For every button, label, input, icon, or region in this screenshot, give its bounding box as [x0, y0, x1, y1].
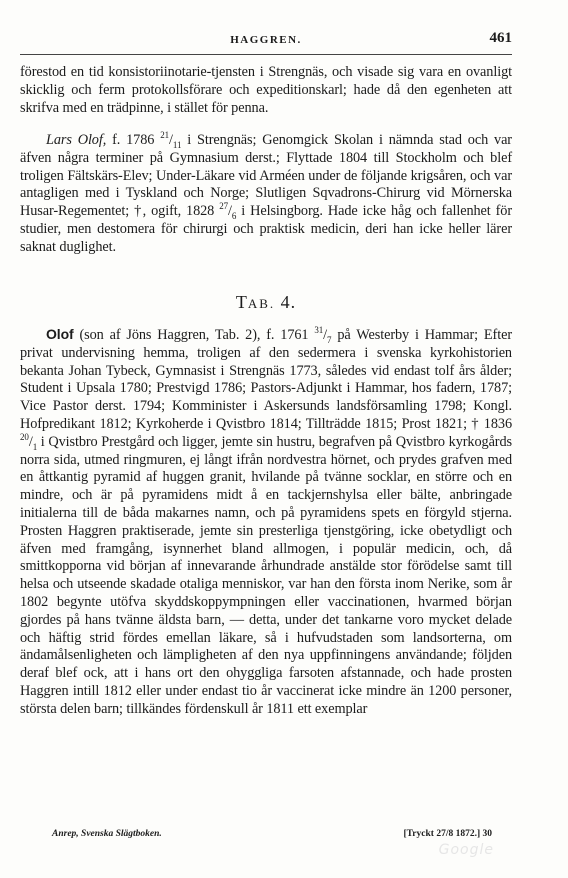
entry-name: Lars Olof,: [46, 132, 107, 148]
death-day: 27: [219, 201, 229, 212]
entry-name-olof: Olof: [46, 326, 74, 342]
entry-olof: Olof (son af Jöns Haggren, Tab. 2), f. 1761 $^{31}/_7$ på Westerby i Hammar; Efter privat undervisning hemma, troligen af den sedermera i svenska kyrkohistorien bekanta Johan Tybeck, Gymnasist i Strengnäs 1773, således vid endast tolf års ålder; Student i Upsala 1780; Prestvigd 1786; Pastors-Adjunkt i Hammar, hos fadern, 1787; Vice Pastor derst. 1794; Komminister i Askersunds landsförsamling 1798; Kongl. Hofpredikant 1812; Kyrkoherde i Qvistbro 1814; Tillträdde 1815; Prost 1821; † 1836 $^{20}/_1$ i Qvistbro Prestgård och ligger, jemte sin hustru, begrafven på Qvistbro kyrkogårds norra sida, utmed ringmuren, ej långt ifrån nordvestra hörnet, och prydes grafven med en åttkantig pyramid af huggen granit, hvilande på tvänne socklar, en större och en mindre, och är på pyramidens midt å en tackjernshylsa eller bälte, anbringade initialerna till de båda makarnes namn, och på pyramidens spets en förgyld stjerna. Prosten Haggren praktiserade, jemte sin presterliga tjenstgöring, icke obetydligt och äfven med framgång, isynnerhet bland allmogen, i populär medicin, och, då smittkopporna vid början af innevarande århundrade anstälde stor förödelse samt till helsa och utseende skadade otaliga menniskor, var han den första inom Nerike, som år 1802 begynte utöfva skyddskoppympningen eller vaccinationen, hvarmed början gjordes på hans tvänne äldsta barn, — detta, under det tankarne voro mycket delade och häftig strid fördes emellan läkare, så i hufvudstaden som landsorterna, om ändamålsenligheten och lämpligheten af den nya uppfinningens användande; följden deraf blef ock, att i hans ort den ohyggliga farsoten afstannade, och hade prosten Haggren intill 1812 eller under endast tio år vaccinerat icke mindre än 1200 personer, största delen barn; tillkändes fördenskull år 1811 ett exemplar: [20, 325, 512, 717]
heading-rest: AB.: [247, 296, 276, 311]
olof-death-day: 20: [20, 432, 29, 443]
olof-text-c: i Qvistbro Prestgård och ligger, jemte sin hustru, begrafven på Qvistbro kyrkogårds norra sida, utmed ringmuren, ej långt ifrån nordvestra hörnet, och prydes grafven med en åttkantig pyramid af huggen granit, hvilande på tvänne socklar, en större och en mindre, och är på pyramidens midt å en tackjernshylsa eller bälte, anbringade initialerna till de båda makarnes namn, och på pyramidens spets en förgyld stjerna. Prosten Haggren praktiserade, jemte sin presterliga tjenstgöring, icke obetydligt och äfven med framgång, isynnerhet bland allmogen, i populär medicin, och, då smittkopporna vid början af innevarande århundrade anstälde stor förödelse samt till helsa och utseende skadade otaliga menniskor, var han den första inom Nerike, som år 1802 begynte utöfva skyddskoppympningen eller vaccinationen, hvarmed början gjordes på hans tvänne äldsta barn, — detta, under det tankarne voro mycket delade och häftig strid fördes emellan läkare, så i hufvudstaden som landsorterna, om ändamålsenligheten och lämpligheten af den nya uppfinningens användande; följden deraf blef ock, att i hans ort den ohyggliga farsoten afstannade, och hade prosten Haggren intill 1812 eller under endast tio år vaccinerat icke mindre än 1200 personer, största delen barn; tillkändes fördenskull år 1811 ett exemplar: [20, 433, 512, 717]
paragraph-continued: förestod en tid konsistoriinotarie-tjensten i Strengnäs, och visade sig vara en ovanligt skicklig och ferm protokollsförare och expeditionskarl; hade då den egenheten att skrifva med en trädpinne, i stället för penna.: [20, 64, 512, 116]
running-title: HAGGREN.: [230, 34, 302, 46]
olof-death-month: 1: [32, 441, 38, 452]
birth-label: f. 1786: [112, 132, 155, 148]
heading-number: 4.: [280, 292, 297, 312]
birth-month: 11: [172, 139, 182, 150]
entry-text-b: i Helsingborg. Hade icke håg och fallenhet för studier, men destomera för chirurgi och praktisk medicin, deri han icke heller lärer saknat duglighet.: [20, 203, 512, 255]
birth-day: 21: [160, 130, 170, 141]
heading-initial: T: [235, 292, 248, 312]
header-rule: [20, 54, 512, 55]
page-number: 461: [489, 30, 512, 46]
entry-lars-olof: Lars Olof, f. 1786 $^{21}/_{11}$ i Strengnäs; Genomgick Skolan i nämnda stad och var äfven några terminer på Gymnasium derst.; Flyttade 1804 till Stockholm och blef troligen Fältskärs-Elev; Under-Läkare vid Arméen under de följande krigsåren, och var antagligen med i Tyskland och Norge; Slutligen Sqvadrons-Chirurg vid Mörnerska Husar-Regementet; †, ogift, 1828 $^{27}/_6$ i Helsingborg. Hade icke håg och fallenhet för studier, men destomera för chirurgi och praktisk medicin, deri han icke heller lärer saknat duglighet.: [20, 130, 512, 255]
footer-print-date: [Tryckt 27/8 1872.] 30: [403, 829, 492, 839]
olof-birth-month: 7: [327, 334, 332, 345]
scan-watermark: Google: [438, 842, 494, 858]
olof-birth-day: 31: [314, 325, 324, 336]
olof-text-b: på Westerby i Hammar; Efter privat undervisning hemma, troligen af den sedermera i svenska kyrkohistorien bekanta Johan Tybeck, Gymnasist i Strengnäs 1773, således vid endast tolf års ålder; Student i Upsala 1780; Prestvigd 1786; Pastors-Adjunkt i Hammar, hos fadern, 1787; Vice Pastor derst. 1794; Komminister i Askersunds landsförsamling 1798; Kongl. Hofpredikant 1812; Kyrkoherde i Qvistbro 1814; Tillträdde 1815; Prost 1821; † 1836: [20, 327, 512, 432]
footer-source: Anrep, Svenska Slägtboken.: [52, 829, 162, 839]
olof-text-a: (son af Jöns Haggren, Tab. 2), f. 1761: [79, 327, 309, 343]
entry-text-a: i Strengnäs; Genomgick Skolan i nämnda stad och var äfven några terminer på Gymnasium derst.; Flyttade 1804 till Stockholm och blef troligen Fältskärs-Elev; Under-Läkare vid Arméen under de följande krigsåren, och var antagligen med i Tyskland och Norge; Slutligen Sqvadrons-Chirurg vid Mörnerska Husar-Regementet; †, ogift, 1828: [20, 132, 512, 220]
page-header: [20, 28, 512, 50]
death-month: 6: [231, 211, 237, 222]
section-heading: [20, 292, 512, 313]
